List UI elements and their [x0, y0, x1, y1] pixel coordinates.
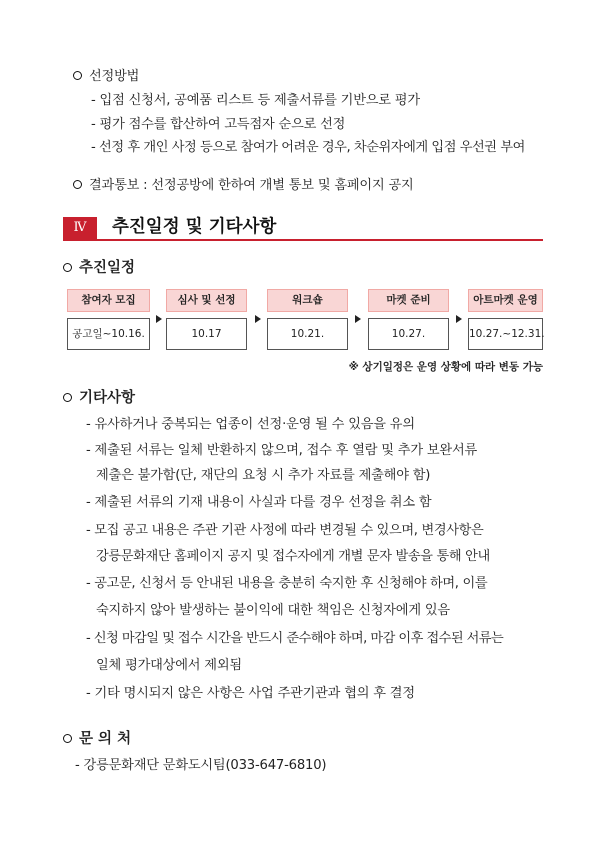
arrow-right-icon: [355, 315, 361, 323]
circle-bullet-icon: [73, 71, 82, 80]
misc-line: - 유사하거나 중복되는 업종이 선정·운영 될 수 있음을 유의: [86, 417, 415, 432]
misc-line: - 제출된 서류의 기재 내용이 사실과 다를 경우 선정을 취소 함: [86, 495, 432, 510]
circle-bullet-icon: [63, 734, 72, 743]
misc-line: - 제출된 서류는 일체 반환하지 않으며, 접수 후 열람 및 추가 보완서류: [86, 443, 478, 458]
schedule-step-label: 워크숍: [267, 289, 348, 312]
result-notice: 결과통보 : 선정공방에 한하여 개별 통보 및 홈페이지 공지: [73, 177, 414, 195]
schedule-step-date: 10.17: [166, 318, 247, 350]
arrow-right-icon: [255, 315, 261, 323]
contact-line: - 강릉문화재단 문화도시팀(033-647-6810): [75, 758, 327, 773]
section-divider: [63, 239, 543, 241]
circle-bullet-icon: [63, 393, 72, 402]
misc-line: - 모집 공고 내용은 주관 기관 사정에 따라 변경될 수 있으며, 변경사항은: [86, 523, 484, 538]
misc-line: 숙지하지 않아 발생하는 불이익에 대한 책임은 신청자에게 있음: [96, 603, 450, 618]
circle-bullet-icon: [73, 180, 82, 189]
schedule-step-date: 공고일~10.16.: [67, 318, 150, 350]
misc-line: - 신청 마감일 및 접수 시간을 반드시 준수해야 하며, 마감 이후 접수된 서류는: [86, 631, 504, 646]
circle-bullet-icon: [63, 263, 72, 272]
misc-line: - 공고문, 신청서 등 안내된 내용을 충분히 숙지한 후 신청해야 하며, 이를: [86, 576, 488, 591]
selection-item: - 선정 후 개인 사정 등으로 참여가 어려운 경우, 차순위자에게 입점 우선권 부여: [91, 140, 525, 155]
schedule-heading: 추진일정: [63, 259, 135, 277]
misc-line: 강릉문화재단 홈페이지 공지 및 접수자에게 개별 문자 발송을 통해 안내: [96, 549, 490, 564]
schedule-step-label: 아트마켓 운영: [468, 289, 543, 312]
schedule-step-label: 심사 및 선정: [166, 289, 247, 312]
misc-line: - 기타 명시되지 않은 사항은 사업 주관기관과 협의 후 결정: [86, 686, 415, 701]
selection-item: - 평가 점수를 합산하여 고득점자 순으로 선정: [91, 117, 346, 132]
schedule-step-date: 10.21.: [267, 318, 348, 350]
schedule-step-label: 마켓 준비: [368, 289, 449, 312]
schedule-step-label: 참여자 모집: [67, 289, 150, 312]
misc-heading: 기타사항: [63, 389, 135, 407]
schedule-step-date: 10.27.~12.31.: [468, 318, 543, 350]
selection-heading: 선정방법: [73, 68, 139, 86]
misc-line: 일체 평가대상에서 제외됨: [96, 658, 242, 673]
arrow-right-icon: [156, 315, 162, 323]
section-number-badge: Ⅳ: [63, 217, 97, 239]
contact-heading: 문 의 처: [63, 730, 131, 748]
selection-item: - 입점 신청서, 공예품 리스트 등 제출서류를 기반으로 평가: [91, 93, 420, 108]
schedule-step-date: 10.27.: [368, 318, 449, 350]
misc-line: 제출은 불가함(단, 재단의 요청 시 추가 자료를 제출해야 함): [96, 468, 431, 483]
schedule-note: ※ 상기일정은 운영 상황에 따라 변동 가능: [348, 361, 543, 373]
arrow-right-icon: [456, 315, 462, 323]
section-title: 추진일정 및 기타사항: [112, 217, 277, 237]
